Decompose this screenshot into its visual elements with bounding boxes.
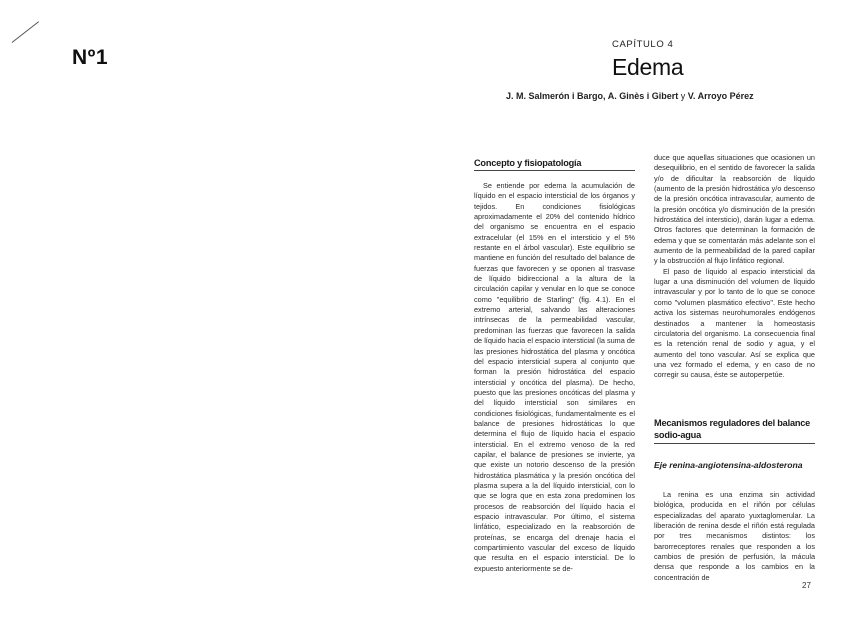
section-heading-concepto: Concepto y fisiopatología [474,158,582,168]
subsection-heading: Eje renina-angiotensina-aldosterona [654,460,803,470]
document-tag: Nº1 [72,46,109,69]
section-rule [654,443,815,444]
section-rule [474,170,635,171]
section-heading-mecanismos: Mecanismos reguladores del balance sodio-agua [654,418,811,440]
page-number: 27 [802,581,811,590]
paragraph: Se entiende por edema la acumulación de líquido en el espacio intersticial de los órganos y tejidos. En condiciones fisiológicas aproximadamente el 20% del contenido hídrico del organismo se encuentra en el espacio extracelular (el 15% en el intersticio y el 5% restante en el árbol vascular). Este equilibrio se mantiene en función del resultado del balance de fuerzas que favorecen y se oponen al trasvase de líquido bidireccional a la altura de la circulación capilar y venular en lo que se conoce como "equilibrio de Starling" (fig. 4.1). En el extremo arterial, salvando las alteraciones intrínsecas de la permeabilidad vascular, predominan las fuerzas que favorecen la salida de líquido hacia el espacio intersticial (la suma de las presiones hidrostática del plasma y oncótica del espacio intersticial supera al conjunto que forman la presión hidrostática del espacio intersticial y oncótica del plasma). De hecho, puesto que las presiones oncóticas del plasma y del líquido intersticial son similares en condiciones fisiológicas, fundamentalmente es el balance de presiones hidrostáticas lo que determina el flujo de líquido hacia el espacio intersticial. En el extremo venoso de la red capilar, el balance de presiones se invierte, ya que existe un notorio descenso de la presión hidrostática plasmática y la presión oncótica del plasma supera a la del líquido intersticial, con lo que se logra que en esta zona predominen los procesos de reabsorción del líquido hacia el espacio intravascular. Por último, el sistema linfático, especializado en la reabsorción de proteínas, se encarga del drenaje hacia el compartimiento vascular del exceso de líquido que resulta en el espacio intersticial. De lo expuesto anteriormente se de- [474,181,635,573]
authors-last: V. Arroyo Pérez [687,91,754,101]
text-column-left [474,181,635,574]
authors-separator: y [680,91,686,101]
text-column-right-lower [654,490,815,583]
chapter-label: CAPÍTULO 4 [612,39,674,50]
chapter-authors [506,91,754,101]
text-column-right [654,153,815,381]
paragraph: duce que aquellas situaciones que ocasionen un desequilibrio, en el sentido de favorecer la salida y/o de dificultar la reabsorción de líquido (aumento de la presión hidrostática y/o descenso de la presión oncótica intravascular, aumento de la presión oncótica y/o disminución de la presión hidrostática del intersticio), darán lugar a edema. Otros factores que determinan la formación de edema y que se comentarán más adelante son el aumento de la permeabilidad de la pared capilar y la obstrucción al flujo linfático regional. [654,153,815,266]
paragraph: La renina es una enzima sin actividad biológica, producida en el riñón por células especializadas del aparato yuxtaglomerular. La liberación de renina desde el riñón está regulada por tres mecanismos distintos: los barorreceptores renales que responden a los cambios de presión de perfusión, la mácula densa que responde a los cambios en la concentración de [654,490,815,582]
paragraph: El paso de líquido al espacio intersticial da lugar a una disminución del volumen de líquido intravascular y por lo tanto de lo que se conoce como "volumen plasmático efectivo". Este hecho activa los sistemas neurohumorales endógenos destinados a mantener la homeostasis circulatoria del organismo. La consecuencia final es la retención renal de sodio y agua, y el aumento del tono vascular. Así se explica que una vez formado el edema, y en caso de no corregir su causa, éste se autoperpetúe. [654,266,815,380]
chapter-title: Edema [612,54,684,80]
pencil-mark [12,21,40,43]
authors-main: J. M. Salmerón i Bargo, A. Ginès i Gibert [506,91,679,101]
